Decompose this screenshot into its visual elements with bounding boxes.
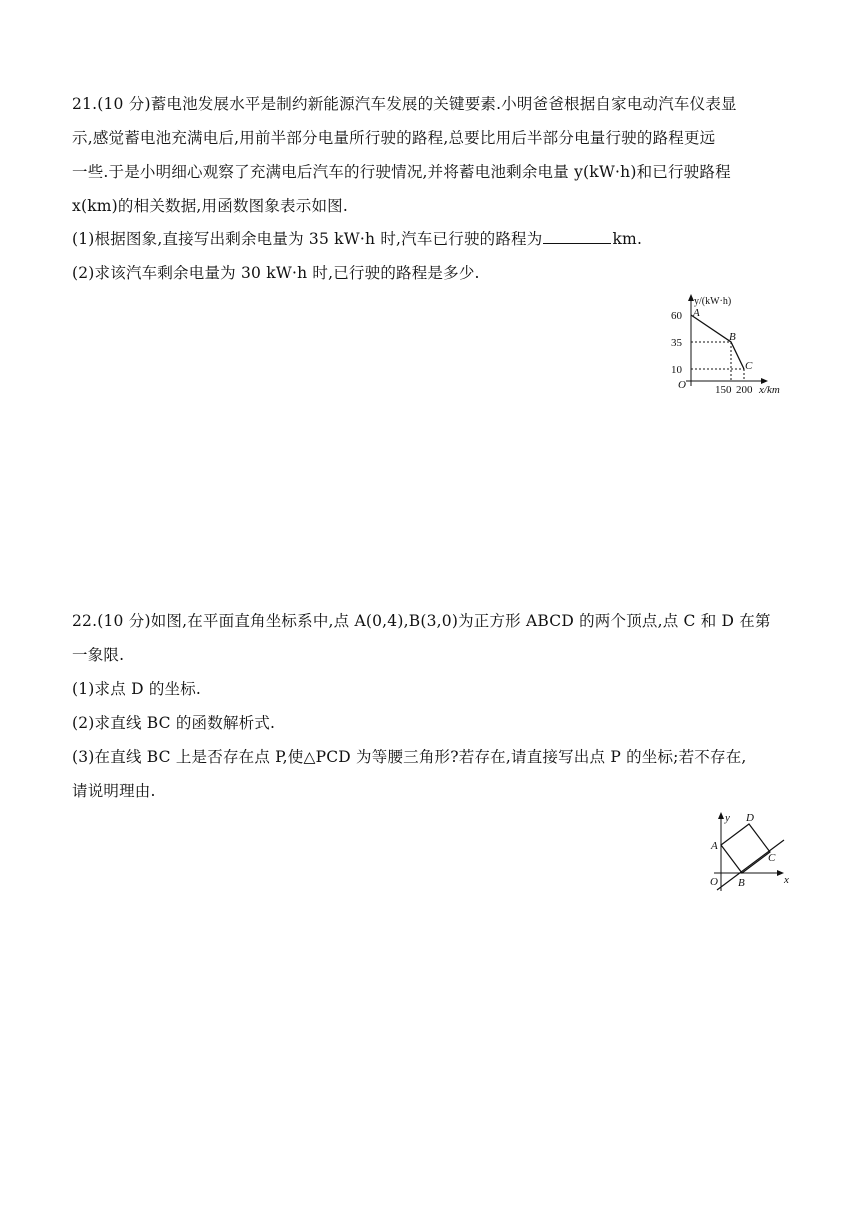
q22-x-arrow: [777, 870, 784, 876]
q21-part1-text: (1)根据图象,直接写出剩余电量为 35 kW·h 时,汽车已行驶的路程为: [72, 230, 543, 248]
q21-point-A: A: [693, 307, 700, 319]
q21-point-B: B: [729, 331, 736, 343]
q22-point-B: B: [738, 877, 745, 889]
q21-line-3: 一些.于是小明细心观察了充满电后汽车的行驶情况,并将蓄电池剩余电量 y(kW·h)和已行驶路程: [72, 163, 731, 181]
q21-line-4: x(km)的相关数据,用函数图象表示如图.: [72, 197, 348, 215]
q21-ytick-10: 10: [671, 364, 682, 376]
q22-y-label: y: [725, 812, 730, 824]
q22-origin: O: [710, 876, 718, 888]
q21-y-label: y/(kW·h): [694, 296, 732, 307]
q21-part2: (2)求该汽车剩余电量为 30 kW·h 时,已行驶的路程是多少.: [72, 264, 480, 282]
q22-part2: (2)求直线 BC 的函数解析式.: [72, 714, 276, 732]
q22-line-BC: [717, 840, 784, 890]
q22-point-D: D: [746, 812, 754, 824]
q21-part1: [72, 229, 642, 249]
q21-line-1: 21.(10 分)蓄电池发展水平是制约新能源汽车发展的关键要素.小明爸爸根据自家电动汽车仪表显: [72, 95, 737, 113]
q21-line-2: 示,感觉蓄电池充满电后,用前半部分电量所行驶的路程,总要比用后半部分电量行驶的路程更远: [72, 129, 716, 147]
q21-origin: O: [678, 379, 686, 391]
q21-figure: [660, 290, 800, 400]
q22-line-2: 一象限.: [72, 646, 125, 664]
q22-point-A: A: [711, 840, 718, 852]
q22-x-label: x: [784, 874, 789, 886]
q21-xtick-150: 150: [715, 384, 732, 396]
q22-part3-line-1: (3)在直线 BC 上是否存在点 P,使△PCD 为等腰三角形?若存在,请直接写出点 P 的坐标;若不存在,: [72, 748, 747, 766]
q21-ytick-35: 35: [671, 337, 682, 349]
q22-point-C: C: [768, 852, 776, 864]
q22-square-ABCD: [721, 824, 770, 873]
q21-ytick-60: 60: [671, 310, 682, 322]
q22-part1: (1)求点 D 的坐标.: [72, 680, 202, 698]
q21-part1-unit: km.: [612, 230, 643, 248]
q22-y-arrow: [718, 812, 724, 819]
q21-point-C: C: [745, 360, 753, 372]
q21-x-label: x/km: [759, 384, 780, 396]
answer-blank: [543, 229, 611, 244]
q22-figure: [700, 805, 800, 897]
q22-part3-line-2: 请说明理由.: [72, 782, 156, 800]
q21-graph-line: [691, 315, 744, 369]
q22-line-1: 22.(10 分)如图,在平面直角坐标系中,点 A(0,4),B(3,0)为正方形 ABCD 的两个顶点,点 C 和 D 在第: [72, 612, 771, 630]
q21-xtick-200: 200: [736, 384, 753, 396]
